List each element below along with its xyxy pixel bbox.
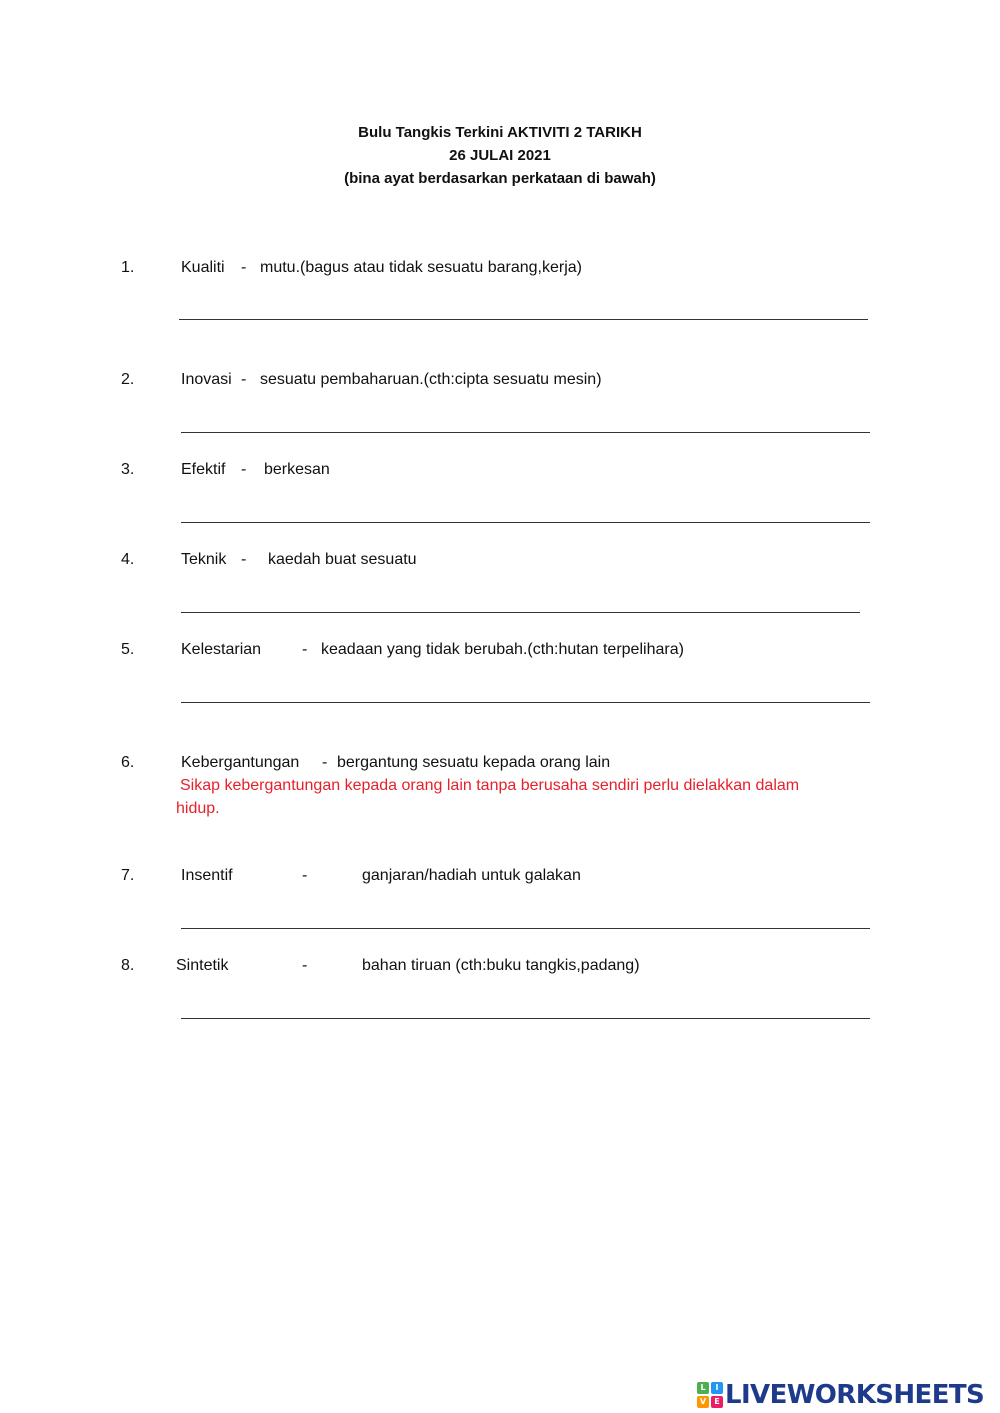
item-meaning: bergantung sesuatu kepada orang lain bbox=[337, 754, 611, 771]
logo-tile: I bbox=[711, 1382, 723, 1394]
worksheet-header bbox=[0, 121, 1000, 190]
brand-name: LIVEWORKSHEETS bbox=[725, 1380, 985, 1410]
answer-line[interactable] bbox=[181, 522, 870, 523]
item-word: Efektif bbox=[181, 461, 226, 478]
item-number: 8. bbox=[121, 957, 135, 974]
answer-line[interactable] bbox=[179, 319, 868, 320]
worksheet-date: 26 JULAI 2021 bbox=[449, 147, 551, 164]
item-word: Insentif bbox=[181, 867, 233, 884]
logo-tile: L bbox=[697, 1382, 709, 1394]
item-number: 7. bbox=[121, 867, 135, 884]
item-dash: - bbox=[241, 259, 247, 276]
answer-line[interactable] bbox=[181, 432, 870, 433]
item-meaning: mutu.(bagus atau tidak sesuatu barang,kerja) bbox=[260, 259, 582, 276]
item-dash: - bbox=[241, 461, 247, 478]
item-word: Inovasi bbox=[181, 371, 232, 388]
item-number: 4. bbox=[121, 551, 135, 568]
item-dash: - bbox=[302, 957, 308, 974]
item-number: 6. bbox=[121, 754, 135, 771]
item-dash: - bbox=[241, 371, 247, 388]
item-number: 1. bbox=[121, 259, 135, 276]
worksheet-title: Bulu Tangkis Terkini AKTIVITI 2 TARIKH bbox=[358, 124, 642, 141]
liveworksheets-watermark bbox=[697, 1378, 984, 1412]
answer-line[interactable] bbox=[181, 702, 870, 703]
answer-text[interactable] bbox=[176, 774, 866, 820]
item-meaning: ganjaran/hadiah untuk galakan bbox=[362, 867, 581, 884]
item-number: 3. bbox=[121, 461, 135, 478]
item-word: Teknik bbox=[181, 551, 227, 568]
item-dash: - bbox=[241, 551, 247, 568]
item-number: 2. bbox=[121, 371, 135, 388]
item-meaning: berkesan bbox=[264, 461, 330, 478]
answer-line[interactable] bbox=[181, 1018, 870, 1019]
item-meaning: kaedah buat sesuatu bbox=[268, 551, 417, 568]
logo-tile: E bbox=[711, 1396, 723, 1408]
item-meaning: sesuatu pembaharuan.(cth:cipta sesuatu mesin) bbox=[260, 371, 602, 388]
item-dash: - bbox=[302, 867, 308, 884]
worksheet-instruction: (bina ayat berdasarkan perkataan di bawah) bbox=[344, 170, 656, 187]
item-word: Kualiti bbox=[181, 259, 225, 276]
item-dash: - bbox=[322, 754, 328, 771]
answer-text-line-2: hidup. bbox=[176, 800, 220, 817]
item-dash: - bbox=[302, 641, 308, 658]
item-meaning: keadaan yang tidak berubah.(cth:hutan terpelihara) bbox=[321, 641, 684, 658]
item-meaning: bahan tiruan (cth:buku tangkis,padang) bbox=[362, 957, 640, 974]
liveworksheets-logo-icon bbox=[697, 1382, 723, 1408]
answer-line[interactable] bbox=[181, 928, 870, 929]
item-word: Sintetik bbox=[176, 957, 229, 974]
answer-line[interactable] bbox=[181, 612, 860, 613]
item-word: Kebergantungan bbox=[181, 754, 300, 771]
item-number: 5. bbox=[121, 641, 135, 658]
item-word: Kelestarian bbox=[181, 641, 262, 658]
logo-tile: V bbox=[697, 1396, 709, 1408]
answer-text-line-1: Sikap kebergantungan kepada orang lain tanpa berusaha sendiri perlu dielakkan dalam bbox=[180, 777, 800, 794]
